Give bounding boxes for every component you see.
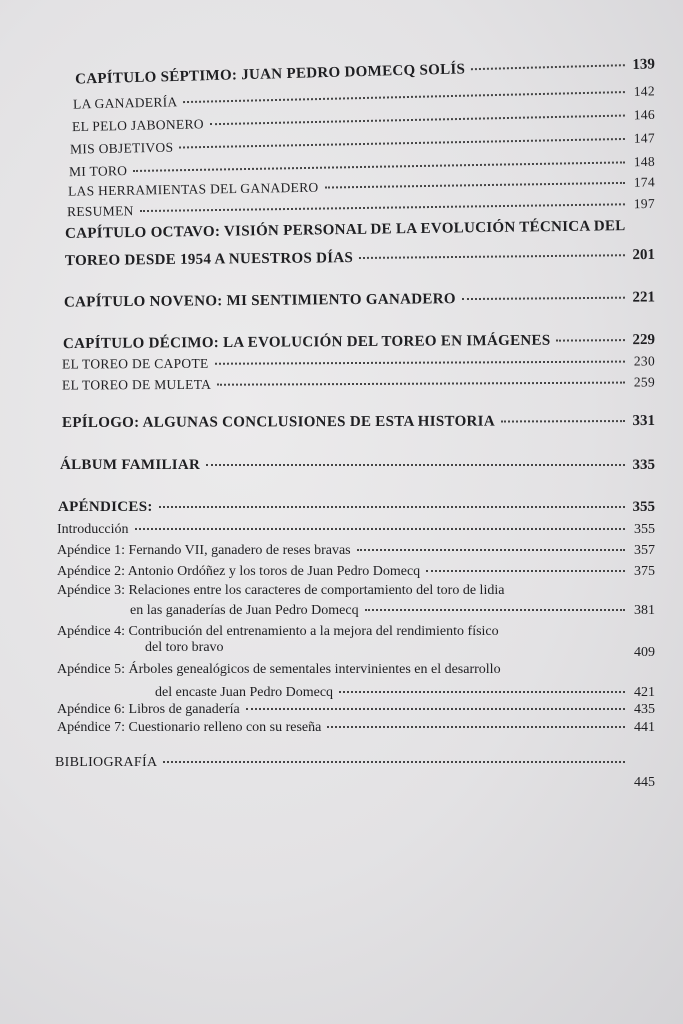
page-number: 357: [634, 543, 655, 558]
entry-title: MIS OBJETIVOS: [69, 139, 174, 157]
page-number: 229: [632, 331, 656, 349]
page-number: 201: [632, 246, 656, 264]
entry-title: EL TOREO DE MULETA: [61, 376, 212, 393]
entry-title: Introducción: [57, 522, 129, 537]
page-number: 421: [634, 685, 655, 700]
dot-leader: [357, 548, 625, 551]
toc-entry-muleta: [62, 374, 655, 393]
page-number: 435: [634, 702, 655, 717]
entry-title: Apéndice 2: Antonio Ordóñez y los toros de Juan Pedro Domecq: [57, 564, 421, 579]
toc-entry-ap4: [145, 645, 655, 661]
toc-entry-biblio: [55, 755, 655, 771]
page-number: 409: [634, 645, 655, 660]
page-number: 259: [633, 374, 656, 390]
dot-leader: [217, 381, 625, 386]
page-number: 381: [634, 603, 655, 618]
page-number: 335: [632, 457, 655, 473]
dot-leader: [462, 296, 625, 300]
dot-leader: [246, 707, 625, 710]
page-number: 230: [633, 353, 656, 369]
dot-leader: [359, 253, 625, 259]
entry-title: ÁLBUM FAMILIAR: [60, 457, 201, 473]
toc-entry-ap1: [57, 543, 655, 559]
dot-leader: [501, 419, 625, 422]
page-number: 445: [634, 775, 655, 790]
toc-entry-epilogo: [62, 413, 655, 432]
entry-title: en las ganaderías de Juan Pedro Domecq: [130, 603, 359, 618]
entry-title: RESUMEN: [66, 203, 134, 220]
toc-entry-ap4-line2: del toro bravo: [145, 640, 224, 655]
entry-title: APÉNDICES:: [58, 499, 153, 515]
page-number: 197: [633, 195, 656, 212]
toc-entry-resumen: [67, 196, 655, 220]
page-number: 147: [633, 130, 656, 146]
toc-entry-objetivos: [70, 130, 655, 157]
page-number: 148: [633, 153, 656, 170]
dot-leader: [210, 114, 625, 126]
dot-leader: [365, 608, 625, 611]
entry-title: Apéndice 7: Cuestionario relleno con su reseña: [57, 720, 322, 735]
entry-title: LA GANADERÍA: [72, 94, 178, 112]
dot-leader: [133, 160, 625, 172]
dot-leader: [327, 725, 625, 728]
entry-title: CAPÍTULO SÉPTIMO: JUAN PEDRO DOMECQ SOLÍS: [74, 61, 466, 88]
dot-leader: [183, 90, 624, 103]
dot-leader: [179, 137, 625, 149]
page-number: 331: [632, 412, 656, 430]
toc-entry-cap8-line1: CAPÍTULO OCTAVO: VISIÓN PERSONAL DE LA EVOLUCIÓN TÉCNICA DEL: [64, 218, 626, 242]
toc-entry-ap7: [57, 720, 655, 736]
toc-entry-apendices: [58, 499, 655, 516]
toc-entry-album: [60, 457, 655, 474]
page-number: 174: [633, 174, 656, 190]
entry-title: CAPÍTULO NOVENO: MI SENTIMIENTO GANADERO: [63, 291, 456, 311]
toc-entry-ap5: [155, 685, 655, 701]
entry-title: EL TOREO DE CAPOTE: [61, 355, 209, 372]
toc-entry-ap2: [57, 564, 655, 580]
dot-leader: [215, 360, 625, 365]
toc-entry-ap3: [130, 603, 655, 619]
toc-entry-cap9: [64, 289, 655, 311]
dot-leader: [135, 527, 625, 530]
dot-leader: [339, 690, 625, 693]
dot-leader: [471, 63, 625, 70]
toc-entry-cap10: [63, 332, 655, 353]
dot-leader: [163, 760, 625, 763]
page-number: 441: [634, 720, 655, 735]
entry-title: CAPÍTULO DÉCIMO: LA EVOLUCIÓN DEL TOREO EN IMÁGENES: [62, 332, 551, 353]
entry-title: BIBLIOGRAFÍA: [55, 755, 158, 770]
page-number: 375: [634, 564, 655, 579]
entry-title: del encaste Juan Pedro Domecq: [155, 685, 334, 700]
toc-entry-pelo: [72, 107, 655, 135]
page-number: 221: [632, 289, 656, 306]
entry-title: LAS HERRAMIENTAS DEL GANADERO: [67, 179, 319, 199]
page-number: 142: [633, 83, 656, 99]
page-number: 355: [632, 499, 655, 515]
toc-entry-cap7: [75, 56, 655, 88]
toc-entry-ap6: [57, 702, 655, 718]
toc-entry-cap8: [65, 247, 655, 270]
dot-leader: [324, 181, 625, 189]
entry-title: EL PELO JABONERO: [71, 116, 204, 135]
toc-entry-capote: [62, 353, 655, 372]
entry-title: TOREO DESDE 1954 A NUESTROS DÍAS: [64, 250, 354, 270]
entry-title: Apéndice 6: Libros de ganadería: [57, 702, 240, 717]
toc-entry-ap4-line1: Apéndice 4: Contribución del entrenamiento a la mejora del rendimiento físico: [57, 624, 499, 639]
page-number: 139: [632, 56, 656, 73]
dot-leader: [159, 505, 625, 508]
dot-leader: [556, 338, 625, 341]
toc-entry-ap5-line1: Apéndice 5: Árboles genealógicos de sementales intervinientes en el desarrollo: [57, 662, 501, 677]
dot-leader: [206, 463, 625, 466]
page-number: 146: [633, 106, 656, 123]
dot-leader: [426, 569, 625, 572]
entry-title: EPÍLOGO: ALGUNAS CONCLUSIONES DE ESTA HISTORIA: [61, 413, 495, 432]
dot-leader: [140, 202, 625, 212]
page-number: 355: [634, 522, 655, 537]
entry-title: MI TORO: [68, 163, 128, 180]
toc-entry-biblio-page: [600, 775, 655, 791]
entry-title: Apéndice 1: Fernando VII, ganadero de reses bravas: [57, 543, 351, 558]
toc-entry-ap3-line1: Apéndice 3: Relaciones entre los caracteres de comportamiento del toro de lidia: [57, 583, 505, 598]
toc-entry-intro: [57, 522, 655, 538]
